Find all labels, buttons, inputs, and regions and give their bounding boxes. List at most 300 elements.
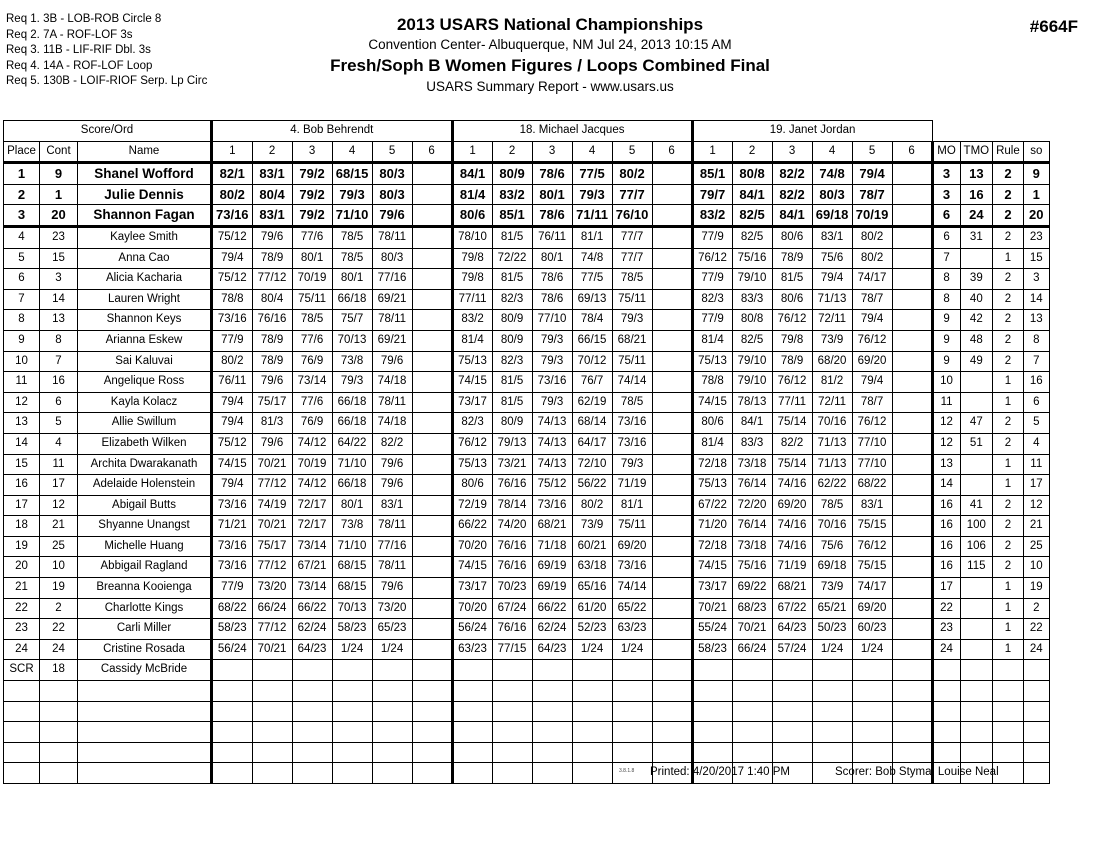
cell-judge2-fig5: 74/14 (612, 372, 652, 393)
cell-judge2-fig5: 71/19 (612, 475, 652, 496)
cell-judge3-fig3: 75/14 (772, 413, 812, 434)
cell-judge1-fig3 (292, 660, 332, 681)
cell-judge3-fig5: 1/24 (852, 639, 892, 660)
cell-judge2-fig2: 76/16 (492, 536, 532, 557)
cell-judge1-fig5: 80/3 (372, 248, 412, 269)
cell-judge1-fig4: 68/15 (332, 578, 372, 599)
cell-judge1-fig2: 83/1 (252, 205, 292, 227)
cell-judge3-fig3: 84/1 (772, 205, 812, 227)
table-row (4, 269, 1050, 290)
cell-judge2-fig2: 77/15 (492, 639, 532, 660)
column-header-judge3-fig2: 2 (732, 141, 772, 163)
cell-tmo: 31 (960, 226, 993, 248)
cell-judge2-fig6 (652, 722, 692, 743)
cell-cont: 20 (40, 205, 78, 227)
cell-judge1-fig2: 79/6 (252, 433, 292, 454)
cell-judge1-fig6 (412, 475, 452, 496)
cell-judge2-fig4: 68/14 (572, 413, 612, 434)
cell-judge3-fig4: 70/16 (812, 413, 852, 434)
cell-judge3-fig3: 76/12 (772, 372, 812, 393)
cell-judge1-fig2: 75/17 (252, 536, 292, 557)
cell-judge1-fig2: 77/12 (252, 619, 292, 640)
cell-so: 19 (1023, 578, 1049, 599)
cell-so: 25 (1023, 536, 1049, 557)
cell-name: Cassidy McBride (78, 660, 212, 681)
cell-judge3-fig6 (892, 163, 932, 185)
cell-judge3-fig6 (892, 226, 932, 248)
cell-place: 24 (4, 639, 40, 660)
cell-judge1-fig5: 79/6 (372, 475, 412, 496)
cell-judge1-fig6 (412, 310, 452, 331)
cell-judge3-fig3: 80/6 (772, 289, 812, 310)
cell-judge3-fig3 (772, 701, 812, 722)
cell-judge3-fig1: 82/3 (692, 289, 732, 310)
cell-mo: 13 (932, 454, 960, 475)
cell-name: Carli Miller (78, 619, 212, 640)
cell-judge1-fig3: 72/17 (292, 495, 332, 516)
cell-judge3-fig4: 62/22 (812, 475, 852, 496)
cell-judge2-fig1 (452, 742, 492, 763)
cell-judge3-fig6 (892, 433, 932, 454)
cell-judge3-fig2: 76/14 (732, 516, 772, 537)
cell-rule (993, 742, 1024, 763)
cell-so: 21 (1023, 516, 1049, 537)
column-header-name: Name (78, 141, 212, 163)
cell-judge2-fig6 (652, 163, 692, 185)
cell-judge3-fig6 (892, 742, 932, 763)
cell-tmo: 49 (960, 351, 993, 372)
cell-judge3-fig3 (772, 742, 812, 763)
cell-name: Abigail Butts (78, 495, 212, 516)
cell-judge3-fig2: 80/8 (732, 310, 772, 331)
cell-so (1023, 722, 1049, 743)
cell-judge1-fig4: 64/22 (332, 433, 372, 454)
cell-judge2-fig5: 80/2 (612, 163, 652, 185)
table-row (4, 248, 1050, 269)
cell-judge1-fig2 (252, 660, 292, 681)
cell-judge1-fig4 (332, 701, 372, 722)
cell-judge1-fig3 (292, 681, 332, 702)
cell-name: Angelique Ross (78, 372, 212, 393)
cell-cont: 13 (40, 310, 78, 331)
cell-judge2-fig6 (652, 495, 692, 516)
cell-mo: 12 (932, 413, 960, 434)
cell-judge1-fig1: 68/22 (212, 598, 253, 619)
cell-judge1-fig2: 77/12 (252, 557, 292, 578)
cell-judge3-fig3: 67/22 (772, 598, 812, 619)
cell-judge1-fig6 (412, 163, 452, 185)
cell-judge1-fig4: 79/3 (332, 184, 372, 205)
table-row (4, 516, 1050, 537)
cell-judge3-fig1: 79/7 (692, 184, 732, 205)
cell-judge3-fig5: 76/12 (852, 413, 892, 434)
cell-judge1-fig6 (412, 619, 452, 640)
cell-place: 17 (4, 495, 40, 516)
cell-judge2-fig4 (572, 701, 612, 722)
cell-tmo (960, 454, 993, 475)
cell-judge3-fig2 (732, 722, 772, 743)
cell-judge1-fig3: 77/6 (292, 392, 332, 413)
cell-name: Kayla Kolacz (78, 392, 212, 413)
column-header-place: Place (4, 141, 40, 163)
cell-judge1-fig6 (412, 351, 452, 372)
cell-judge3-fig4: 71/13 (812, 433, 852, 454)
cell-judge3-fig5: 78/7 (852, 289, 892, 310)
cell-judge1-fig1: 77/9 (212, 578, 253, 599)
cell-place: 22 (4, 598, 40, 619)
cell-cont: 12 (40, 495, 78, 516)
cell-tmo: 41 (960, 495, 993, 516)
cell-judge2-fig1: 66/22 (452, 516, 492, 537)
cell-mo: 24 (932, 639, 960, 660)
cell-judge2-fig3: 69/19 (532, 578, 572, 599)
cell-judge1-fig5 (372, 701, 412, 722)
cell-cont: 18 (40, 660, 78, 681)
cell-judge2-fig4: 62/19 (572, 392, 612, 413)
cell-judge3-fig3: 82/2 (772, 184, 812, 205)
cell-judge1-fig5: 77/16 (372, 269, 412, 290)
cell-judge1-fig4: 71/10 (332, 536, 372, 557)
cell-judge2-fig4: 77/5 (572, 269, 612, 290)
cell-judge2-fig5: 68/21 (612, 330, 652, 351)
cell-judge3-fig5: 79/4 (852, 372, 892, 393)
cell-mo: 11 (932, 392, 960, 413)
cell-judge3-fig5 (852, 742, 892, 763)
cell-judge1-fig1 (212, 722, 253, 743)
cell-judge1-fig2: 78/9 (252, 330, 292, 351)
cell-place: 5 (4, 248, 40, 269)
cell-mo: 12 (932, 433, 960, 454)
cell-place (4, 763, 40, 784)
cell-name (78, 763, 212, 784)
cell-judge2-fig2: 81/5 (492, 392, 532, 413)
cell-judge3-fig6 (892, 578, 932, 599)
cell-mo: 17 (932, 578, 960, 599)
cell-rule: 2 (993, 536, 1024, 557)
requirement-line: Req 3. 11B - LIF-RIF Dbl. 3s (6, 44, 151, 56)
table-row (4, 289, 1050, 310)
cell-judge2-fig5 (612, 681, 652, 702)
column-header-judge2-fig6: 6 (652, 141, 692, 163)
cell-judge1-fig6 (412, 392, 452, 413)
cell-rule (993, 681, 1024, 702)
cell-judge3-fig1 (692, 722, 732, 743)
cell-judge3-fig4: 71/13 (812, 289, 852, 310)
cell-judge3-fig6 (892, 681, 932, 702)
event-number: #664F (1029, 17, 1078, 36)
cell-judge3-fig3: 57/24 (772, 639, 812, 660)
cell-judge2-fig4 (572, 742, 612, 763)
cell-tmo (960, 475, 993, 496)
cell-judge2-fig1: 73/17 (452, 392, 492, 413)
cell-place: 12 (4, 392, 40, 413)
cell-judge1-fig6 (412, 578, 452, 599)
cell-judge1-fig2 (252, 742, 292, 763)
cell-judge2-fig5 (612, 701, 652, 722)
cell-name: Charlotte Kings (78, 598, 212, 619)
cell-judge3-fig2: 84/1 (732, 413, 772, 434)
cell-judge2-fig6 (652, 351, 692, 372)
cell-place: 3 (4, 205, 40, 227)
cell-judge1-fig1: 74/15 (212, 454, 253, 475)
cell-tmo: 47 (960, 413, 993, 434)
cell-judge2-fig1: 75/13 (452, 454, 492, 475)
cell-name: Shannon Keys (78, 310, 212, 331)
cell-rule: 2 (993, 516, 1024, 537)
venue-line: Convention Center- Albuquerque, NM Jul 24, 2013 10:15 AM (368, 37, 732, 52)
cell-judge2-fig5: 78/5 (612, 392, 652, 413)
cell-tmo: 42 (960, 310, 993, 331)
cell-rule: 2 (993, 351, 1024, 372)
requirement-line: Req 1. 3B - LOB-ROB Circle 8 (6, 13, 162, 25)
cell-judge3-fig3: 69/20 (772, 495, 812, 516)
cell-judge2-fig3: 71/18 (532, 536, 572, 557)
table-row (4, 226, 1050, 248)
cell-tmo: 16 (960, 184, 993, 205)
judge-header-row (4, 121, 1050, 142)
cell-so: 24 (1023, 639, 1049, 660)
cell-place (4, 722, 40, 743)
column-header-judge2-fig3: 3 (532, 141, 572, 163)
cell-judge3-fig6 (892, 413, 932, 434)
cell-judge1-fig3: 76/9 (292, 351, 332, 372)
column-header-judge3-fig5: 5 (852, 141, 892, 163)
cell-judge1-fig3 (292, 763, 332, 784)
cell-judge2-fig4 (572, 660, 612, 681)
cell-judge3-fig3 (772, 681, 812, 702)
cell-judge1-fig1: 76/11 (212, 372, 253, 393)
cell-mo: 7 (932, 248, 960, 269)
cell-rule: 2 (993, 226, 1024, 248)
table-row (4, 639, 1050, 660)
cell-judge1-fig1: 58/23 (212, 619, 253, 640)
cell-judge2-fig2: 81/5 (492, 226, 532, 248)
cell-judge1-fig4: 66/18 (332, 392, 372, 413)
cell-place: 14 (4, 433, 40, 454)
cell-so: 11 (1023, 454, 1049, 475)
cell-tmo (960, 619, 993, 640)
cell-judge1-fig6 (412, 330, 452, 351)
cell-judge2-fig2: 82/3 (492, 351, 532, 372)
cell-mo: 10 (932, 372, 960, 393)
cell-place: 4 (4, 226, 40, 248)
cell-mo (932, 681, 960, 702)
column-header-row (4, 141, 1050, 163)
cell-judge3-fig6 (892, 516, 932, 537)
cell-judge3-fig2: 73/18 (732, 536, 772, 557)
cell-cont: 21 (40, 516, 78, 537)
cell-judge3-fig1: 75/13 (692, 351, 732, 372)
cell-judge3-fig5 (852, 722, 892, 743)
cell-judge3-fig3: 71/19 (772, 557, 812, 578)
cell-cont: 15 (40, 248, 78, 269)
cell-judge2-fig5: 73/16 (612, 557, 652, 578)
cell-judge2-fig3: 73/16 (532, 372, 572, 393)
column-header-judge1-fig3: 3 (292, 141, 332, 163)
cell-judge3-fig3: 79/8 (772, 330, 812, 351)
cell-judge2-fig4: 60/21 (572, 536, 612, 557)
requirement-line: Req 4. 14A - ROF-LOF Loop (6, 59, 153, 72)
cell-place: 23 (4, 619, 40, 640)
cell-tmo (960, 701, 993, 722)
cell-judge3-fig5: 70/19 (852, 205, 892, 227)
cell-judge2-fig2: 80/9 (492, 310, 532, 331)
cell-judge2-fig1 (452, 722, 492, 743)
cell-judge3-fig6 (892, 495, 932, 516)
cell-judge3-fig5: 77/10 (852, 433, 892, 454)
cell-so (1023, 701, 1049, 722)
cell-judge1-fig5: 83/1 (372, 495, 412, 516)
cell-judge1-fig5: 69/21 (372, 289, 412, 310)
cell-judge2-fig3: 78/6 (532, 289, 572, 310)
cell-judge2-fig1: 81/4 (452, 184, 492, 205)
column-header-judge1-fig1: 1 (212, 141, 253, 163)
cell-judge2-fig5: 77/7 (612, 248, 652, 269)
cell-name: Adelaide Holenstein (78, 475, 212, 496)
cell-judge2-fig6 (652, 681, 692, 702)
cell-judge1-fig4: 73/8 (332, 351, 372, 372)
cell-judge3-fig2: 79/10 (732, 372, 772, 393)
cell-judge1-fig4 (332, 681, 372, 702)
cell-judge1-fig4: 78/5 (332, 226, 372, 248)
cell-judge1-fig4: 70/13 (332, 330, 372, 351)
cell-cont: 19 (40, 578, 78, 599)
cell-judge2-fig4: 52/23 (572, 619, 612, 640)
cell-tmo: 115 (960, 557, 993, 578)
cell-cont: 24 (40, 639, 78, 660)
cell-name: Shannon Fagan (78, 205, 212, 227)
cell-judge1-fig5: 73/20 (372, 598, 412, 619)
cell-judge1-fig1: 73/16 (212, 495, 253, 516)
cell-so: 3 (1023, 269, 1049, 290)
cell-judge1-fig5: 79/6 (372, 205, 412, 227)
cell-judge3-fig6 (892, 557, 932, 578)
cell-judge1-fig4: 71/10 (332, 454, 372, 475)
cell-judge3-fig5: 74/17 (852, 269, 892, 290)
cell-judge3-fig6 (892, 310, 932, 331)
cell-mo (932, 722, 960, 743)
cell-judge3-fig3: 80/6 (772, 226, 812, 248)
cell-judge1-fig3: 79/2 (292, 163, 332, 185)
cell-judge3-fig4 (812, 722, 852, 743)
cell-judge1-fig3: 79/2 (292, 205, 332, 227)
cell-judge3-fig5: 75/15 (852, 557, 892, 578)
cell-judge2-fig5: 78/5 (612, 269, 652, 290)
report-header (0, 14, 1100, 97)
cell-judge2-fig5: 69/20 (612, 536, 652, 557)
cell-judge3-fig4: 75/6 (812, 248, 852, 269)
cell-judge1-fig4: 66/18 (332, 413, 372, 434)
cell-judge1-fig3: 73/14 (292, 372, 332, 393)
cell-judge1-fig1: 78/8 (212, 289, 253, 310)
cell-judge1-fig4 (332, 660, 372, 681)
cell-judge2-fig1 (452, 660, 492, 681)
cell-judge2-fig5: 73/16 (612, 413, 652, 434)
cell-judge3-fig1: 81/4 (692, 330, 732, 351)
cell-judge2-fig1: 77/11 (452, 289, 492, 310)
cell-judge3-fig2: 66/24 (732, 639, 772, 660)
column-header-judge1-fig2: 2 (252, 141, 292, 163)
table-row (4, 310, 1050, 331)
cell-judge2-fig3: 74/13 (532, 433, 572, 454)
cell-judge1-fig3: 66/22 (292, 598, 332, 619)
cell-judge3-fig3: 82/2 (772, 163, 812, 185)
cell-name (78, 742, 212, 763)
cell-mo: 16 (932, 516, 960, 537)
cell-judge2-fig3 (532, 701, 572, 722)
cell-judge2-fig4: 63/18 (572, 557, 612, 578)
cell-judge1-fig6 (412, 248, 452, 269)
cell-cont (40, 722, 78, 743)
cell-mo: 9 (932, 310, 960, 331)
cell-name: Sai Kaluvai (78, 351, 212, 372)
results-table-wrap (3, 120, 1050, 784)
cell-judge1-fig4: 71/10 (332, 205, 372, 227)
cell-judge2-fig5: 75/11 (612, 516, 652, 537)
cell-judge3-fig2: 73/18 (732, 454, 772, 475)
cell-judge1-fig5: 78/11 (372, 516, 412, 537)
cell-judge3-fig3: 74/16 (772, 475, 812, 496)
table-row (4, 433, 1050, 454)
cell-judge2-fig3: 79/3 (532, 330, 572, 351)
cell-judge3-fig1: 75/13 (692, 475, 732, 496)
cell-so: 15 (1023, 248, 1049, 269)
cell-rule: 2 (993, 413, 1024, 434)
cell-name: Cristine Rosada (78, 639, 212, 660)
cell-cont: 10 (40, 557, 78, 578)
cell-so: 12 (1023, 495, 1049, 516)
cell-judge3-fig2: 68/23 (732, 598, 772, 619)
cell-judge2-fig6 (652, 433, 692, 454)
cell-judge3-fig6 (892, 701, 932, 722)
cell-judge3-fig3: 78/9 (772, 351, 812, 372)
cell-judge3-fig4: 65/21 (812, 598, 852, 619)
cell-judge3-fig5 (852, 701, 892, 722)
cell-judge3-fig6 (892, 289, 932, 310)
cell-judge3-fig3: 75/14 (772, 454, 812, 475)
cell-judge3-fig4 (812, 660, 852, 681)
cell-judge1-fig5: 79/6 (372, 351, 412, 372)
cell-judge3-fig6 (892, 475, 932, 496)
cell-judge1-fig3: 74/12 (292, 475, 332, 496)
cell-judge1-fig6 (412, 639, 452, 660)
cell-judge1-fig5 (372, 722, 412, 743)
cell-judge2-fig6 (652, 310, 692, 331)
cell-mo: 8 (932, 289, 960, 310)
cell-judge3-fig5: 83/1 (852, 495, 892, 516)
cell-judge2-fig3: 78/6 (532, 269, 572, 290)
column-header-cont: Cont (40, 141, 78, 163)
cell-judge1-fig6 (412, 372, 452, 393)
cell-name (78, 681, 212, 702)
cell-judge2-fig5: 74/14 (612, 578, 652, 599)
cell-judge1-fig5 (372, 660, 412, 681)
cell-place: 6 (4, 269, 40, 290)
cell-judge1-fig1: 77/9 (212, 330, 253, 351)
cell-judge3-fig4: 72/11 (812, 310, 852, 331)
cell-judge1-fig2: 70/21 (252, 639, 292, 660)
cell-judge1-fig5: 77/16 (372, 536, 412, 557)
cell-rule (993, 722, 1024, 743)
column-header-judge3-fig6: 6 (892, 141, 932, 163)
cell-judge1-fig5: 79/6 (372, 454, 412, 475)
cell-tmo: 48 (960, 330, 993, 351)
cell-judge1-fig5: 1/24 (372, 639, 412, 660)
cell-cont (40, 763, 78, 784)
cell-judge1-fig6 (412, 205, 452, 227)
cell-judge1-fig5 (372, 681, 412, 702)
cell-judge1-fig6 (412, 433, 452, 454)
